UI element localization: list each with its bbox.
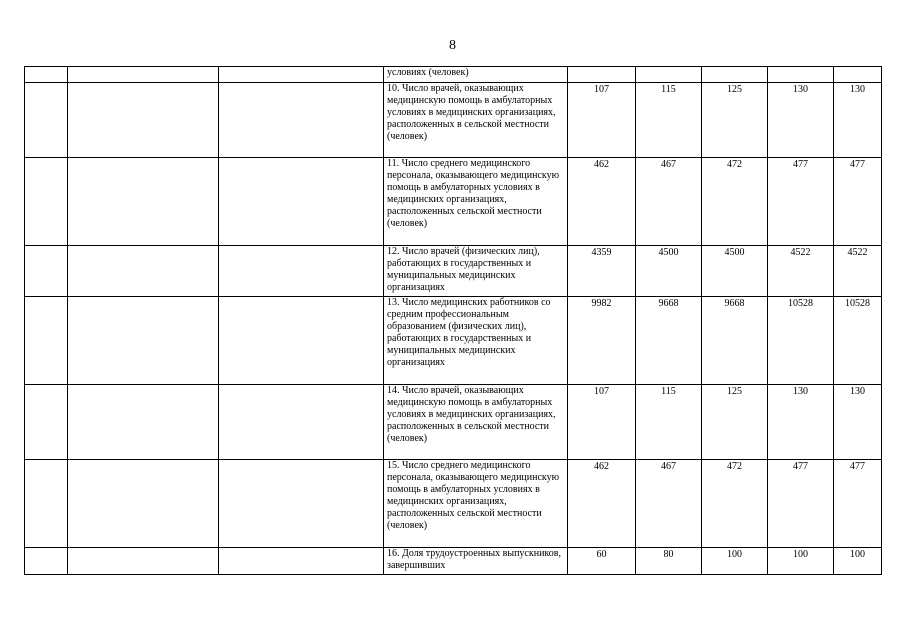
table-row [25,83,882,158]
value-cell: 60 [568,548,636,575]
value-cell: 130 [834,83,882,158]
empty-cell [25,385,68,460]
value-cell: 100 [702,548,768,575]
value-cell: 4500 [702,246,768,297]
value-cell: 9982 [568,297,636,385]
empty-cell [25,297,68,385]
empty-cell [219,385,384,460]
value-cell: 467 [636,158,702,246]
value-cell: 462 [568,460,636,548]
empty-cell [219,297,384,385]
table-row [25,548,882,575]
empty-cell [25,67,68,83]
empty-cell [68,67,219,83]
value-cell: 130 [768,83,834,158]
table-row [25,297,882,385]
empty-cell [68,83,219,158]
empty-cell [68,460,219,548]
indicator-cell: 15. Число среднего медицинского персонала, оказывающего медицинскую помощь в амбулаторных условиях в медицинских организациях, расположенных сельской местности (человек) [384,460,568,548]
table-row [25,158,882,246]
empty-cell [68,297,219,385]
value-cell [568,67,636,83]
empty-cell [219,158,384,246]
value-cell: 125 [702,83,768,158]
value-cell: 100 [834,548,882,575]
empty-cell [219,246,384,297]
empty-cell [25,460,68,548]
indicator-cell: 14. Число врачей, оказывающих медицинскую помощь в амбулаторных условиях в медицинских организациях, расположенных в сельской местности (человек) [384,385,568,460]
empty-cell [25,158,68,246]
value-cell: 472 [702,158,768,246]
indicator-cell: 12. Число врачей (физических лиц), работающих в государственных и муниципальных медицинских организациях [384,246,568,297]
empty-cell [68,246,219,297]
value-cell: 107 [568,385,636,460]
value-cell: 4359 [568,246,636,297]
value-cell [834,67,882,83]
value-cell: 125 [702,385,768,460]
value-cell [636,67,702,83]
page-number: 8 [449,38,456,53]
value-cell [768,67,834,83]
indicators-table [24,66,882,575]
value-cell: 9668 [636,297,702,385]
value-cell: 100 [768,548,834,575]
value-cell: 4522 [768,246,834,297]
value-cell: 477 [768,460,834,548]
empty-cell [219,67,384,83]
value-cell: 130 [834,385,882,460]
value-cell: 467 [636,460,702,548]
indicator-cell: 11. Число среднего медицинского персонала, оказывающего медицинскую помощь в амбулаторных условиях в медицинских организациях, расположенных сельской местности (человек) [384,158,568,246]
empty-cell [219,460,384,548]
empty-cell [25,246,68,297]
value-cell [702,67,768,83]
value-cell: 107 [568,83,636,158]
empty-cell [68,385,219,460]
value-cell: 80 [636,548,702,575]
empty-cell [25,83,68,158]
empty-cell [68,158,219,246]
empty-cell [25,548,68,575]
value-cell: 472 [702,460,768,548]
value-cell: 4522 [834,246,882,297]
indicator-cell: условиях (человек) [384,67,568,83]
value-cell: 130 [768,385,834,460]
indicator-cell: 16. Доля трудоустроенных выпускников, завершивших [384,548,568,575]
value-cell: 477 [834,460,882,548]
value-cell: 115 [636,385,702,460]
value-cell: 477 [768,158,834,246]
table-row [25,460,882,548]
empty-cell [68,548,219,575]
table-row [25,67,882,83]
value-cell: 115 [636,83,702,158]
empty-cell [219,83,384,158]
table-row [25,385,882,460]
indicator-cell: 13. Число медицинских работников со средним профессиональным образованием (физических лиц), работающих в государственных и муниципальных медицинских организациях [384,297,568,385]
value-cell: 10528 [834,297,882,385]
empty-cell [219,548,384,575]
value-cell: 477 [834,158,882,246]
value-cell: 4500 [636,246,702,297]
value-cell: 9668 [702,297,768,385]
table-row [25,246,882,297]
value-cell: 10528 [768,297,834,385]
indicator-cell: 10. Число врачей, оказывающих медицинскую помощь в амбулаторных условиях в медицинских организациях, расположенных в сельской местности (человек) [384,83,568,158]
value-cell: 462 [568,158,636,246]
